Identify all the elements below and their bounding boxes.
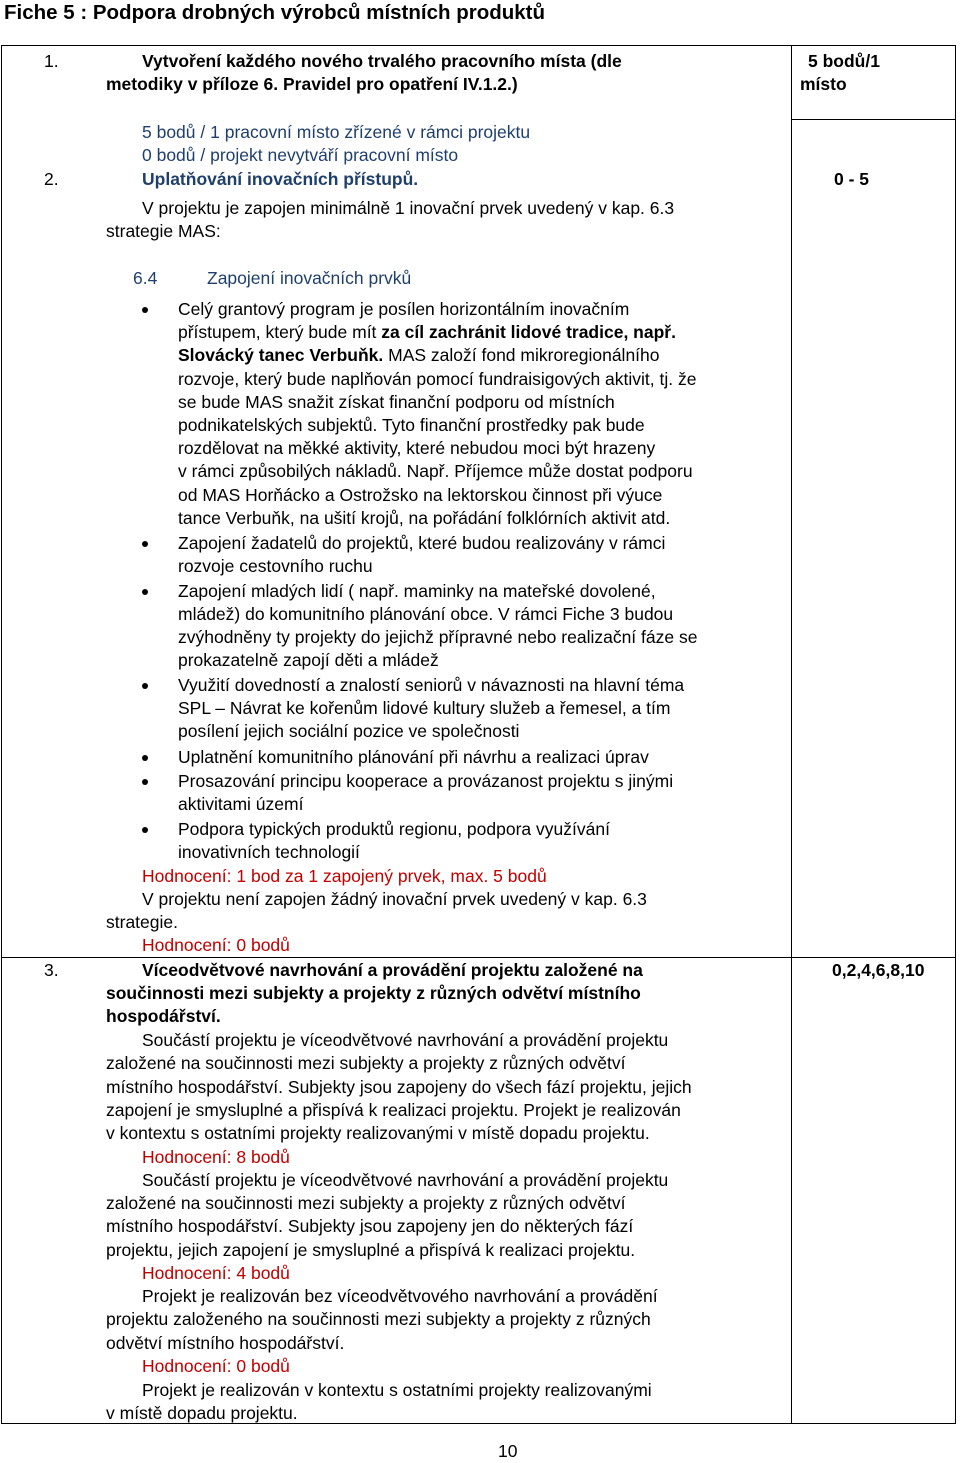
paragraph-line: místního hospodářství. Subjekty jsou zapojeny jen do některých fází bbox=[106, 1216, 634, 1236]
bullet-icon bbox=[142, 779, 148, 785]
section-1-score: místo bbox=[800, 74, 847, 94]
bullet-icon bbox=[142, 589, 148, 595]
section-3-title: součinnosti mezi subjekty a projekty z různých odvětví místního bbox=[106, 983, 641, 1003]
paragraph-line: projektu, jejich zapojení je smysluplné a přispívá k realizaci projektu. bbox=[106, 1240, 636, 1260]
paragraph-line: projektu založeného na součinnosti mezi subjekty a projekty z různých bbox=[106, 1309, 651, 1329]
rating-text: Hodnocení: 0 bodů bbox=[142, 1356, 290, 1376]
bullet-line: se bude MAS snažit získat finanční podporu od místních bbox=[178, 392, 615, 412]
bullet-line: Využití dovedností a znalostí seniorů v návaznosti na hlavní téma bbox=[178, 675, 685, 695]
section-1-score: 5 bodů/1 bbox=[808, 51, 880, 71]
bullet-line: podnikatelských subjektů. Tyto finanční prostředky pak bude bbox=[178, 415, 645, 435]
bullet-line: v rámci způsobilých nákladů. Např. Příjemce může dostat podporu bbox=[178, 461, 693, 481]
rating-text: Hodnocení: 1 bod za 1 zapojený prvek, max. 5 bodů bbox=[142, 866, 547, 886]
bullet-icon bbox=[142, 827, 148, 833]
paragraph-line: v kontextu s ostatními projekty realizovanými v místě dopadu projektu. bbox=[106, 1123, 650, 1143]
section-3-score: 0,2,4,6,8,10 bbox=[832, 960, 925, 980]
paragraph-line: Součástí projektu je víceodvětvové navrhování a provádění projektu bbox=[142, 1030, 669, 1050]
bullet-line: aktivitami území bbox=[178, 794, 304, 814]
column-divider bbox=[791, 45, 792, 1424]
paragraph-line: odvětví místního hospodářství. bbox=[106, 1333, 345, 1353]
page-number: 10 bbox=[498, 1441, 518, 1461]
section-2-intro: strategie MAS: bbox=[106, 221, 221, 241]
bullet-line: posílení jejich sociální pozice ve společnosti bbox=[178, 721, 520, 741]
bullet-line: zvýhodněny ty projekty do jejichž přípravné nebo realizační fáze se bbox=[178, 627, 698, 647]
paragraph-line: založené na součinnosti mezi subjekty a projekty z různých odvětví bbox=[106, 1193, 626, 1213]
section-2-negative: V projektu není zapojen žádný inovační prvek uvedený v kap. 6.3 bbox=[142, 889, 647, 909]
section-1-criterion: 5 bodů / 1 pracovní místo zřízené v rámci projektu bbox=[142, 122, 531, 142]
bullet-icon bbox=[142, 307, 148, 313]
bullet-line: Celý grantový program je posílen horizontálním inovačním bbox=[178, 299, 630, 319]
bullet-icon bbox=[142, 755, 148, 761]
bullet-line: rozvoje, který bude naplňován pomocí fundraisigových aktivit, tj. že bbox=[178, 369, 697, 389]
paragraph-line: Projekt je realizován bez víceodvětvového navrhování a provádění bbox=[142, 1286, 658, 1306]
section-2-negative: strategie. bbox=[106, 912, 178, 932]
row-divider bbox=[791, 119, 956, 120]
section-3-title: Víceodvětvové navrhování a provádění projektu založené na bbox=[142, 960, 643, 980]
section-2-number: 2. bbox=[44, 169, 59, 189]
bullet-line: mládež) do komunitního plánování obce. V rámci Fiche 3 budou bbox=[178, 604, 674, 624]
section-1-criterion: 0 bodů / projekt nevytváří pracovní místo bbox=[142, 145, 459, 165]
paragraph-line: Projekt je realizován v kontextu s ostatními projekty realizovanými bbox=[142, 1380, 652, 1400]
section-2-intro: V projektu je zapojen minimálně 1 inovační prvek uvedený v kap. 6.3 bbox=[142, 198, 675, 218]
section-2-score: 0 - 5 bbox=[834, 169, 870, 189]
section-3-number: 3. bbox=[44, 960, 59, 980]
bullet-line: SPL – Návrat ke kořenům lidové kultury služeb a řemesel, a tím bbox=[178, 698, 671, 718]
bullet-line: rozdělovat na měkké aktivity, které nebudou moci být hrazeny bbox=[178, 438, 656, 458]
section-3-title: hospodářství. bbox=[106, 1006, 221, 1026]
paragraph-line: v místě dopadu projektu. bbox=[106, 1403, 298, 1423]
paragraph-line: založené na součinnosti mezi subjekty a projekty z různých odvětví bbox=[106, 1053, 626, 1073]
bullet-line: Prosazování principu kooperace a provázanost projektu s jinými bbox=[178, 771, 674, 791]
page-title: Fiche 5 : Podpora drobných výrobců místních produktů bbox=[4, 1, 546, 24]
section-1-number: 1. bbox=[44, 51, 59, 71]
paragraph-line: Součástí projektu je víceodvětvové navrhování a provádění projektu bbox=[142, 1170, 669, 1190]
section-2-title: Uplatňování inovačních přístupů. bbox=[142, 169, 419, 189]
bullet-line: Podpora typických produktů regionu, podpora využívání bbox=[178, 819, 610, 839]
bullet-line: Uplatnění komunitního plánování při návrhu a realizaci úprav bbox=[178, 747, 649, 767]
bullet-line: rozvoje cestovního ruchu bbox=[178, 556, 373, 576]
paragraph-line: zapojení je smysluplné a přispívá k realizaci projektu. Projekt je realizován bbox=[106, 1100, 681, 1120]
bullet-icon bbox=[142, 683, 148, 689]
subheading-text: Zapojení inovačních prvků bbox=[207, 268, 412, 288]
rating-text: Hodnocení: 8 bodů bbox=[142, 1147, 290, 1167]
paragraph-line: místního hospodářství. Subjekty jsou zapojeny do všech fází projektu, jejich bbox=[106, 1077, 692, 1097]
bullet-line: prokazatelně zapojí děti a mládež bbox=[178, 650, 439, 670]
section-1-title: metodiky v příloze 6. Pravidel pro opatření IV.1.2.) bbox=[106, 74, 518, 94]
bullet-line: Slovácký tanec Verbuňk. MAS založí fond mikroregionálního bbox=[178, 345, 660, 365]
section-1-title: Vytvoření každého nového trvalého pracovního místa (dle bbox=[142, 51, 622, 71]
rating-text: Hodnocení: 4 bodů bbox=[142, 1263, 290, 1283]
bullet-icon bbox=[142, 541, 148, 547]
bullet-line: od MAS Horňácko a Ostrožsko na lektorskou činnost při výuce bbox=[178, 485, 663, 505]
bullet-line: přístupem, který bude mít za cíl zachránit lidové tradice, např. bbox=[178, 322, 676, 342]
bullet-line: Zapojení mladých lidí ( např. maminky na mateřské dovolené, bbox=[178, 581, 656, 601]
bullet-line: tance Verbuňk, na ušití krojů, na pořádání folklórních aktivit atd. bbox=[178, 508, 671, 528]
subheading-number: 6.4 bbox=[133, 268, 158, 288]
bullet-line: inovativních technologií bbox=[178, 842, 360, 862]
bullet-line: Zapojení žadatelů do projektů, které budou realizovány v rámci bbox=[178, 533, 666, 553]
rating-text: Hodnocení: 0 bodů bbox=[142, 935, 290, 955]
